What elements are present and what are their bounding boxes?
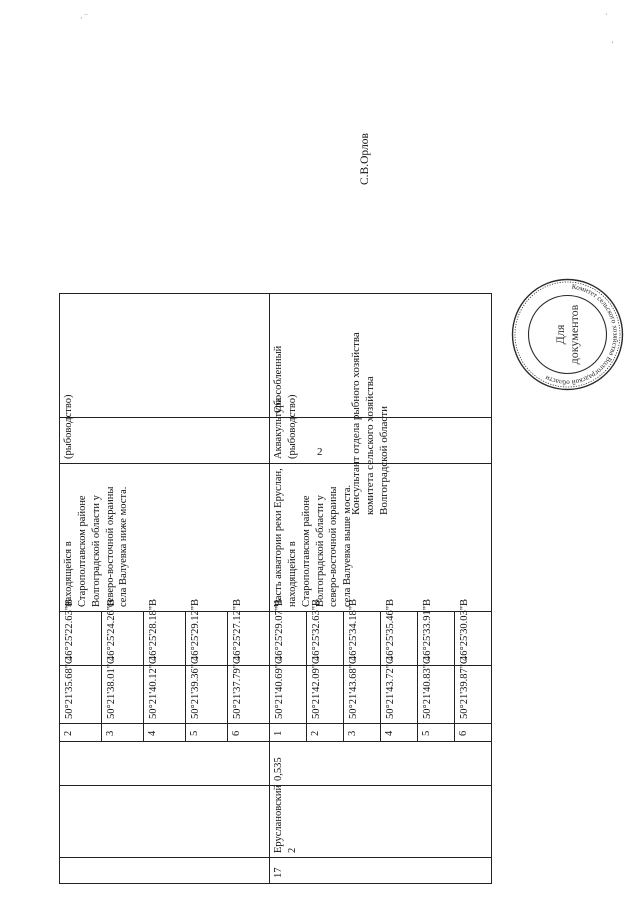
cell-latitude: 50°21'39.87"С [455, 666, 492, 724]
cell-latitude: 50°21'40.12"С [144, 666, 186, 724]
cell-longitude: 46°25'33.91"В [418, 612, 455, 666]
stamp-center-line: документов [566, 304, 581, 365]
cell-site-form: Обособленный [270, 294, 492, 418]
scan-mark: · ‾ [80, 14, 88, 23]
cell-number: 17 [270, 858, 492, 884]
cell-point: 5 [418, 724, 455, 742]
consultant-line: комитета сельского хозяйства [363, 376, 376, 515]
cell-point: 3 [102, 724, 144, 742]
cell-point: 3 [344, 724, 381, 742]
table-row [60, 294, 102, 884]
signatory-name: С.В.Орлов [359, 133, 371, 185]
cell-longitude: 46°25'29.12"В [186, 612, 228, 666]
signature-block [350, 115, 440, 515]
cell-longitude: 46°25'30.03"В [455, 612, 492, 666]
cell-description: Часть акватории реки Еруслан, находящейся в Старополтавском районе Волгоградской области у северо-восточной окраины села Валуевка выше моста. [270, 464, 492, 612]
cell-point: 6 [228, 724, 270, 742]
cell-site-name [60, 786, 270, 858]
official-stamp [510, 277, 625, 392]
cell-point: 5 [186, 724, 228, 742]
page-number: 2 [317, 446, 323, 458]
stamp-center [510, 277, 625, 392]
cell-longitude: 46°25'34.18"В [344, 612, 381, 666]
cell-longitude: 46°25'27.12"В [228, 612, 270, 666]
cell-point: 1 [270, 724, 307, 742]
cell-point: 4 [144, 724, 186, 742]
cell-longitude: 46°25'28.18"В [144, 612, 186, 666]
cell-latitude: 50°21'37.79"С [228, 666, 270, 724]
cell-area [60, 742, 270, 786]
cell-longitude: 46°25'35.46"В [381, 612, 418, 666]
cell-latitude: 50°21'35.68"С [60, 666, 102, 724]
cell-usage-type: Аквакультура (рыбоводство) [270, 418, 492, 464]
table-row [270, 294, 307, 884]
scan-mark: ' [612, 40, 614, 49]
consultant-title [350, 332, 391, 515]
cell-usage-type: (рыбоводство) [60, 418, 270, 464]
cell-latitude: 50°21'38.01"С [102, 666, 144, 724]
consultant-line: Консультант отдела рыбного хозяйства [350, 332, 362, 515]
cell-point: 4 [381, 724, 418, 742]
cell-point: 2 [60, 724, 102, 742]
cell-latitude: 50°21'39.36"С [186, 666, 228, 724]
cell-number [60, 858, 270, 884]
cell-site-form [60, 294, 270, 418]
cell-latitude: 50°21'43.68"С [344, 666, 381, 724]
cell-latitude: 50°21'40.83"С [418, 666, 455, 724]
cell-description: находящейся в Старополтавском районе Волгоградской области у северо-восточной окраины села Валуевка ниже моста. [60, 464, 270, 612]
cell-longitude: 46°25'29.07"В [270, 612, 307, 666]
cell-longitude: 46°25'32.63"В [307, 612, 344, 666]
cell-area: 0,535 [270, 742, 492, 786]
cell-longitude: 46°25'22.63"В [60, 612, 102, 666]
stamp-center-line: Для [553, 324, 568, 345]
scan-mark: · [605, 10, 608, 19]
consultant-line: Волгоградской области [377, 406, 390, 515]
cell-latitude: 50°21'40.69"С [270, 666, 307, 724]
cell-point: 6 [455, 724, 492, 742]
cell-latitude: 50°21'42.09"С [307, 666, 344, 724]
cell-longitude: 46°25'24.26"В [102, 612, 144, 666]
cell-point: 2 [307, 724, 344, 742]
cell-latitude: 50°21'43.72"С [381, 666, 418, 724]
cell-site-name: Еруслановский 2 [270, 786, 492, 858]
stamp-ring-text: Комитет сельского хозяйства Волгоградской области [543, 282, 620, 387]
